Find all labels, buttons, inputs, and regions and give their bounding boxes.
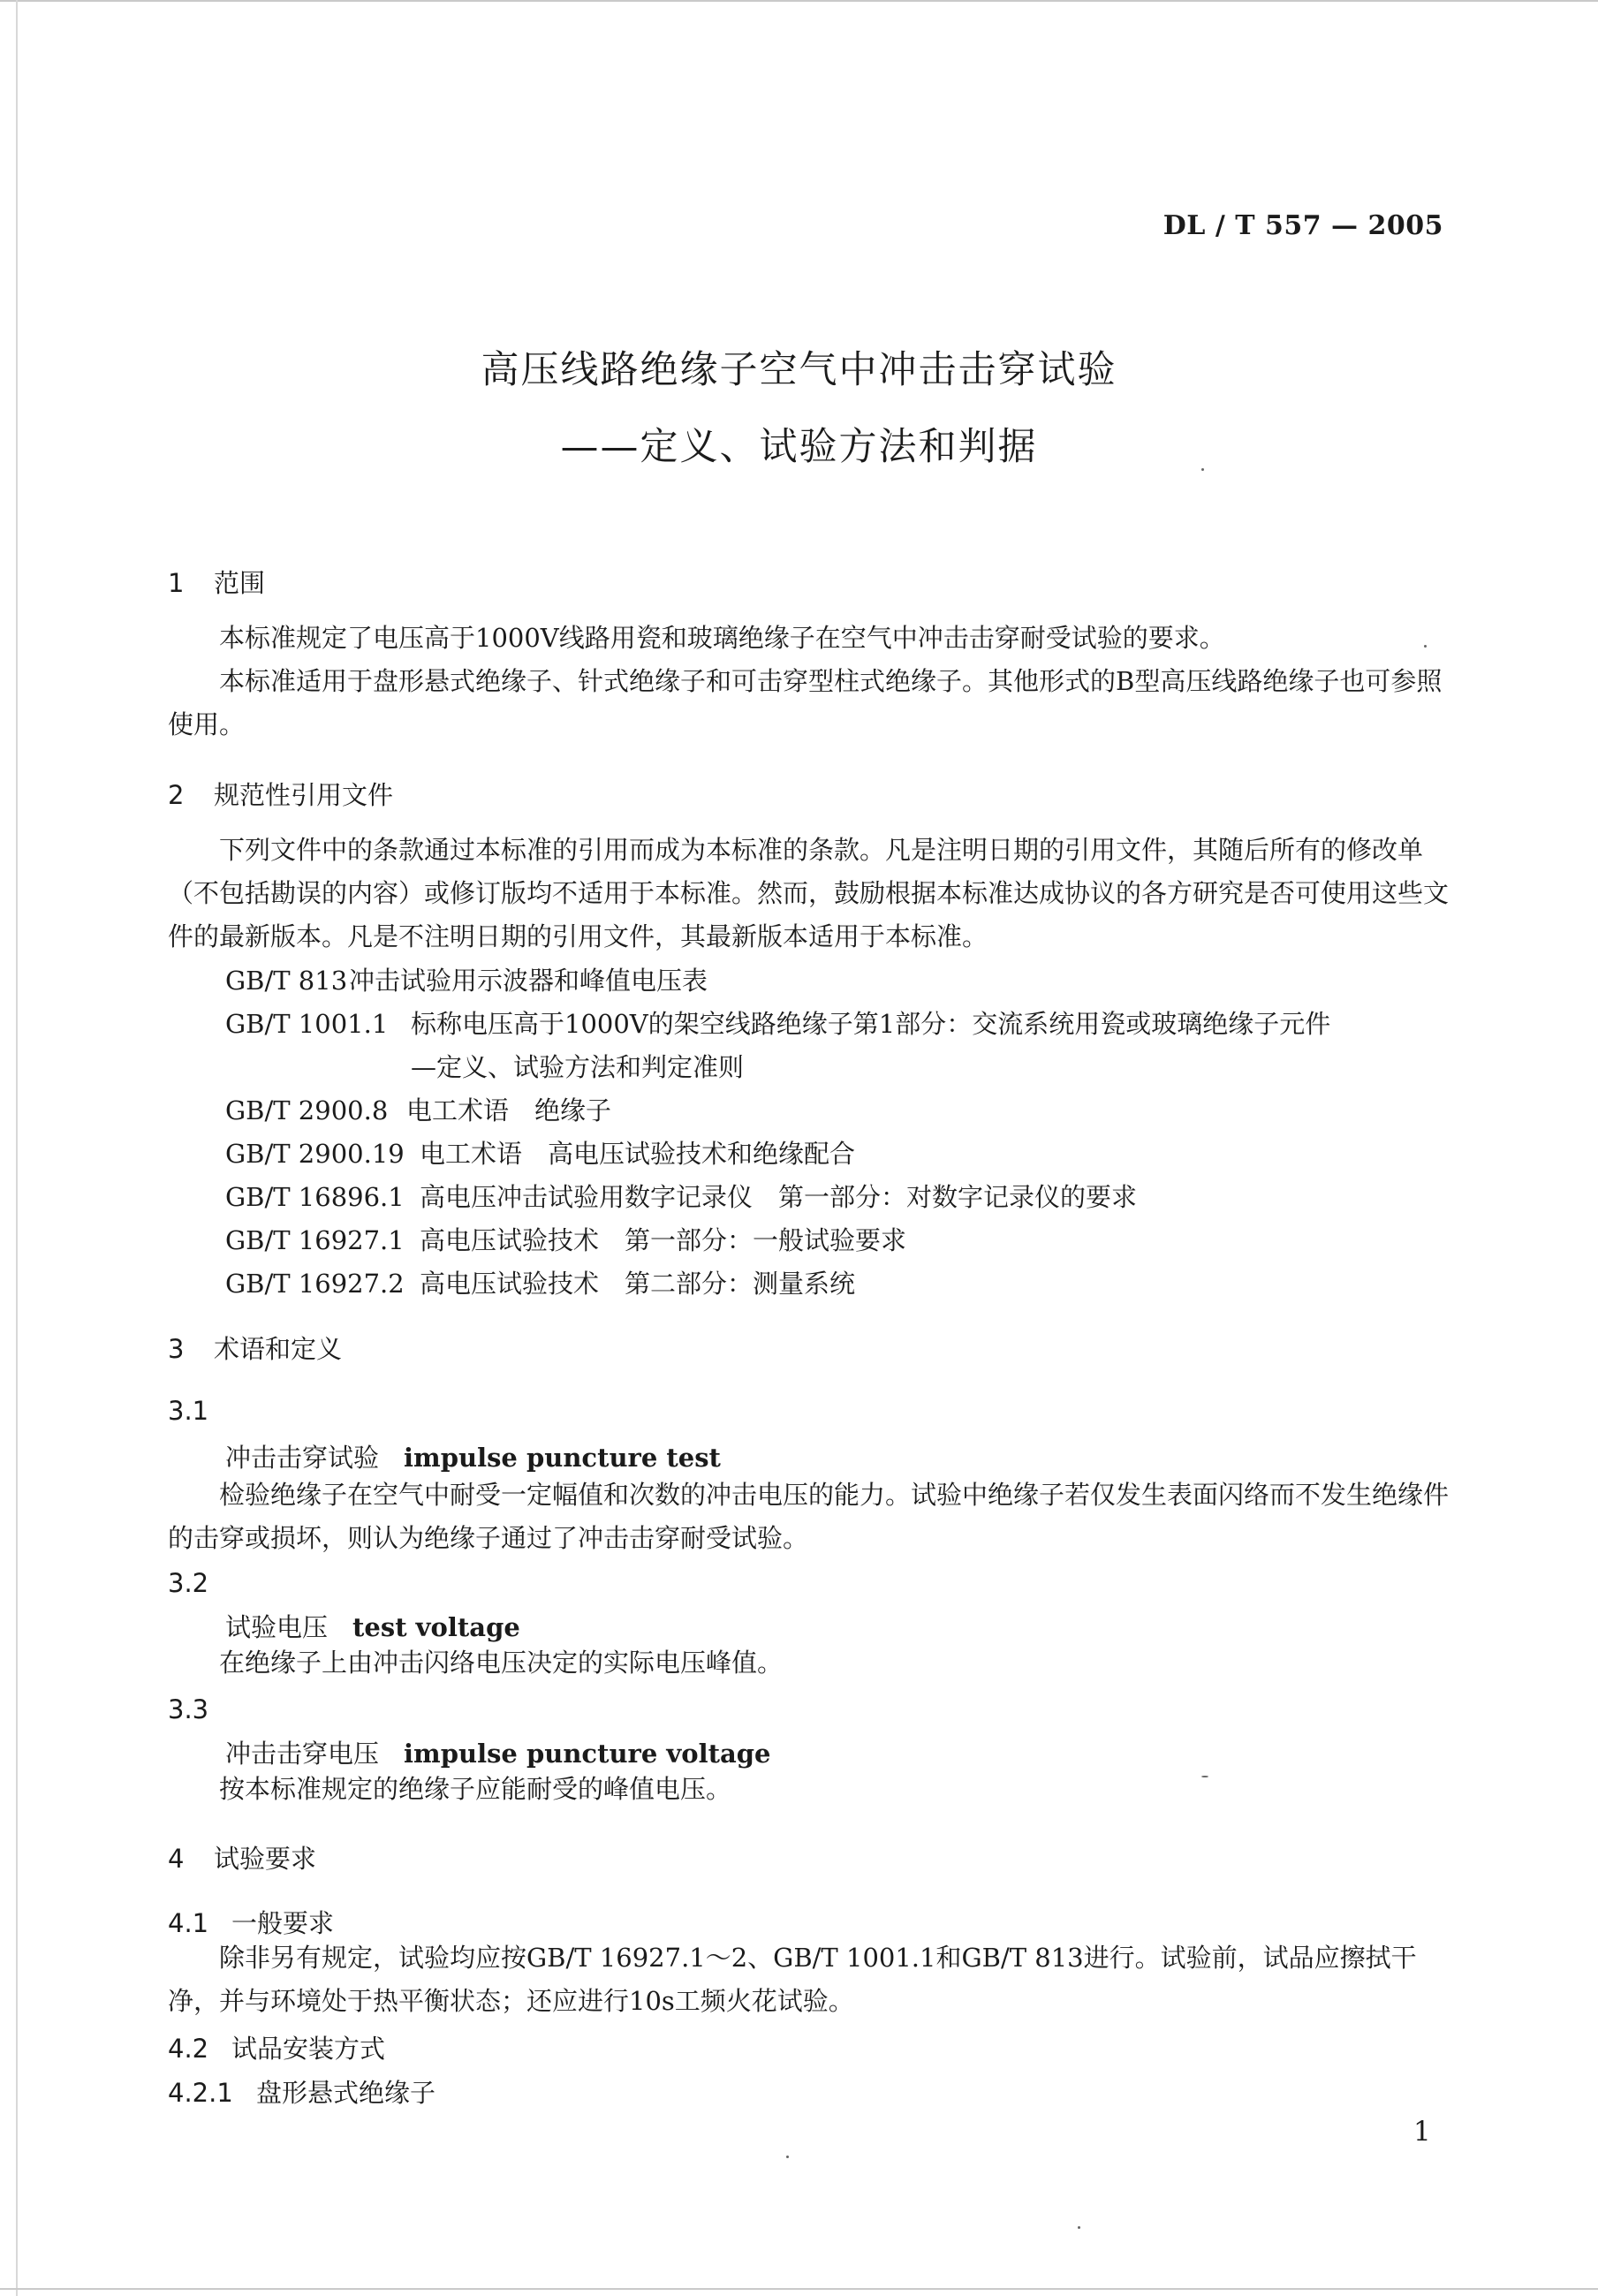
section-title: 术语和定义 <box>214 1334 343 1364</box>
subsection-4-2-heading <box>168 2029 385 2065</box>
section-2-heading <box>168 776 393 812</box>
term-en: test voltage <box>352 1612 520 1642</box>
reference-title: 高电压试验技术 第一部分：一般试验要求 <box>420 1225 907 1255</box>
scan-speck <box>1201 1776 1208 1777</box>
section-number: 1 <box>168 568 185 598</box>
reference-item <box>225 1134 855 1171</box>
page-title: 高压线路绝缘子空气中冲击击穿试验 <box>481 348 1117 392</box>
reference-code: GB/T 2900.19 <box>225 1139 405 1169</box>
term-en: impulse puncture voltage <box>404 1739 771 1769</box>
subsection-title: 试品安装方式 <box>231 2034 386 2064</box>
term-number: 3.3 <box>168 1694 209 1724</box>
scan-speck <box>786 2156 789 2158</box>
section-1-para-1: 本标准规定了电压高于1000V线路用瓷和玻璃绝缘子在空气中冲击击穿耐受试验的要求。 <box>219 623 1225 653</box>
term-cn: 冲击击穿试验 <box>225 1443 380 1473</box>
reference-title: 冲击试验用示波器和峰值电压表 <box>349 966 708 996</box>
term-number: 3.1 <box>168 1396 209 1426</box>
subsection-4-1-para: 除非另有规定，试验均应按GB/T 16927.1～2、GB/T 1001.1和GB/T 813进行。试验前，试品应擦拭干净，并与环境处于热平衡状态；还应进行10s工频火花试验。 <box>168 1943 1417 2016</box>
term-heading <box>225 1608 520 1644</box>
term-heading <box>225 1438 721 1474</box>
subsection-title: 一般要求 <box>231 1908 335 1938</box>
subsection-4-1-heading <box>168 1904 334 1940</box>
reference-code: GB/T 16927.1 <box>225 1225 405 1255</box>
term-definition: 按本标准规定的绝缘子应能耐受的峰值电压。 <box>219 1774 732 1804</box>
reference-item <box>225 1221 906 1257</box>
reference-title: 电工术语 绝缘子 <box>406 1095 612 1125</box>
section-title: 范围 <box>214 568 266 598</box>
term-en: impulse puncture test <box>404 1443 721 1473</box>
subsection-title: 盘形悬式绝缘子 <box>256 2078 436 2108</box>
scan-speck <box>1078 2226 1080 2229</box>
reference-code: GB/T 2900.8 <box>225 1095 389 1125</box>
scan-edge-top <box>0 0 1598 2</box>
section-title: 试验要求 <box>214 1844 317 1874</box>
reference-title: 电工术语 高电压试验技术和绝缘配合 <box>420 1139 856 1169</box>
reference-title: 标称电压高于1000V的架空线路绝缘子第1部分：交流系统用瓷或玻璃绝缘子元件 <box>411 1009 1331 1039</box>
reference-title: 高电压冲击试验用数字记录仪 第一部分：对数字记录仪的要求 <box>420 1182 1138 1212</box>
reference-item <box>225 961 708 997</box>
reference-code: GB/T 16927.2 <box>225 1269 405 1299</box>
section-number: 2 <box>168 780 185 810</box>
reference-item <box>225 1004 1330 1041</box>
section-3-heading <box>168 1330 342 1366</box>
page-subtitle: ——定义、试验方法和判据 <box>560 425 1038 469</box>
subsection-number: 4.2.1 <box>168 2078 233 2108</box>
standard-code: DL / T 557 — 2005 <box>1163 210 1443 241</box>
reference-item <box>225 1264 855 1300</box>
section-1-heading <box>168 564 265 600</box>
subsection-number: 4.1 <box>168 1908 209 1938</box>
reference-code: GB/T 1001.1 <box>225 1009 389 1039</box>
section-2-para-1: 下列文件中的条款通过本标准的引用而成为本标准的条款。凡是注明日期的引用文件，其随后所有的修改单（不包括勘误的内容）或修订版均不适用于本标准。然而，鼓励根据本标准达成协议的各方研究是否可使用这些文件的最新版本。凡是不注明日期的引用文件，其最新版本适用于本标准。 <box>168 835 1450 951</box>
page-number: 1 <box>1413 2116 1431 2148</box>
scan-speck <box>1201 468 1204 471</box>
section-title: 规范性引用文件 <box>214 780 394 810</box>
reference-continuation: —定义、试验方法和判定准则 <box>411 1052 745 1082</box>
reference-item <box>225 1178 1137 1214</box>
reference-code: GB/T 813 <box>225 966 348 996</box>
reference-item <box>225 1091 611 1127</box>
term-cn: 冲击击穿电压 <box>225 1739 380 1769</box>
term-number: 3.2 <box>168 1568 209 1598</box>
scan-edge-bottom <box>0 2288 1598 2290</box>
section-1-para-2: 本标准适用于盘形悬式绝缘子、针式绝缘子和可击穿型柱式绝缘子。其他形式的B型高压线路绝缘子也可参照使用。 <box>168 666 1443 739</box>
subsection-number: 4.2 <box>168 2034 209 2064</box>
term-definition: 在绝缘子上由冲击闪络电压决定的实际电压峰值。 <box>219 1648 784 1678</box>
term-heading <box>225 1734 771 1770</box>
section-number: 3 <box>168 1334 185 1364</box>
reference-title: 高电压试验技术 第二部分：测量系统 <box>420 1269 856 1299</box>
term-definition: 检验绝缘子在空气中耐受一定幅值和次数的冲击电压的能力。试验中绝缘子若仅发生表面闪络而不发生绝缘件的击穿或损坏，则认为绝缘子通过了冲击击穿耐受试验。 <box>168 1480 1450 1553</box>
scan-speck <box>1424 645 1427 648</box>
section-number: 4 <box>168 1844 185 1874</box>
section-4-heading <box>168 1839 316 1875</box>
subsection-4-2-1-heading <box>168 2073 435 2110</box>
term-cn: 试验电压 <box>225 1612 329 1642</box>
reference-code: GB/T 16896.1 <box>225 1182 405 1212</box>
